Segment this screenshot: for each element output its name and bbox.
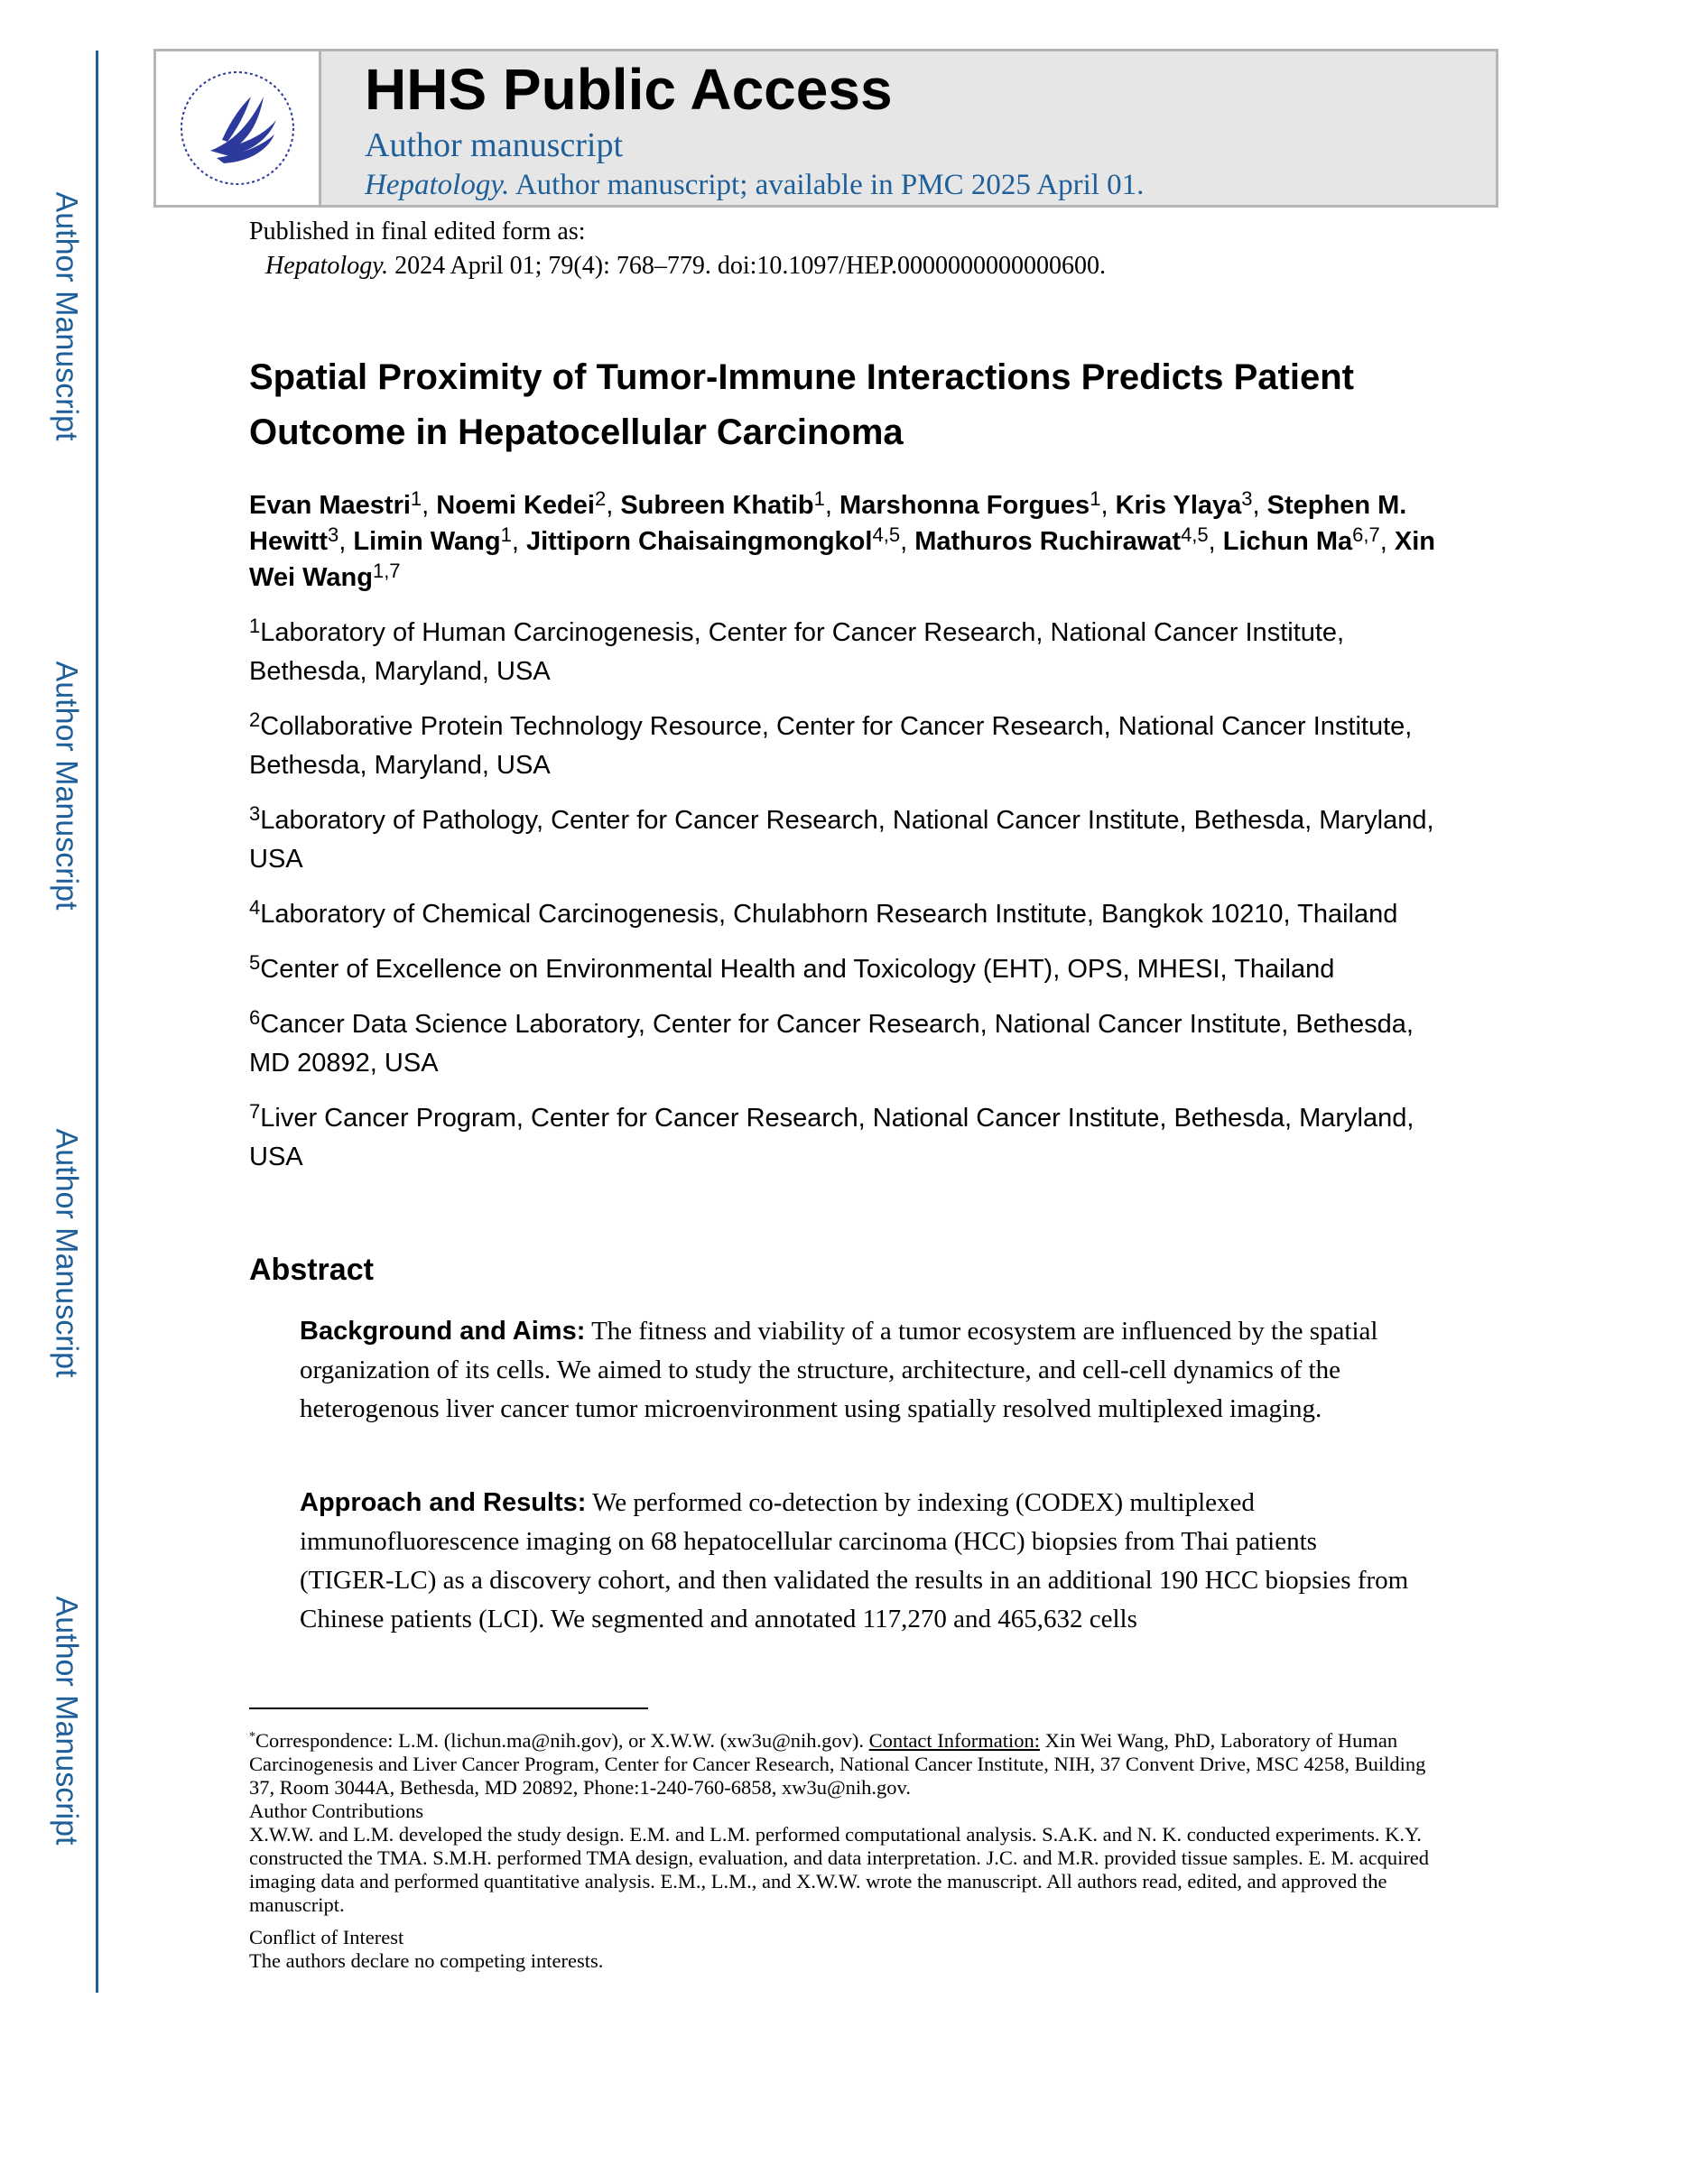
author-name: Marshonna Forgues bbox=[839, 491, 1090, 520]
banner-subtitle: Author manuscript bbox=[365, 126, 624, 164]
author-affiliation-marker: 1 bbox=[1090, 487, 1101, 510]
side-label: Author Manuscript bbox=[49, 1596, 84, 1845]
author-name: Xin Wei Wang bbox=[249, 527, 1436, 592]
author-name: Noemi Kedei bbox=[436, 491, 595, 520]
author-affiliation-marker: 4,5 bbox=[872, 523, 901, 546]
author-name: Evan Maestri bbox=[249, 491, 411, 520]
author-name: Mathuros Ruchirawat bbox=[914, 527, 1182, 556]
side-label: Author Manuscript bbox=[49, 191, 84, 440]
contributions-text: X.W.W. and L.M. developed the study design. E.M. and L.M. performed computational analysis. S.A.K. and N. K. conducted experiments. K.Y. constructed the TMA. S.M.H. performed TMA design, evaluation, and data interpretation. J.C. and M.R. provided tissue samples. E. M. acquired imaging data and performed quantitative analysis. E.M., L.M., and X.W.W. wrote the manuscript. All authors read, edited, and approved the manuscript. bbox=[249, 1823, 1430, 1916]
author-name: Subreen Khatib bbox=[620, 491, 814, 520]
hhs-banner bbox=[153, 49, 1498, 208]
contributions-heading: Author Contributions bbox=[249, 1800, 424, 1822]
author-list: Evan Maestri$^1$, Noemi Kedei$^2$, Subreen Khatib$^1$, Marshonna Forgues$^1$, Kris Ylaya$^3$, Stephen M. Hewitt$^3$, Limin Wang$^1$, Jittiporn Chaisaingmongkol$^{4,5}$, Mathuros Ruchirawat$^{4,5}$, Lichun Ma$^{6,7}$, Xin Wei Wang$^{1,7}$ bbox=[249, 487, 1436, 592]
affiliation: $^4$Laboratory of Chemical Carcinogenesis, Chulabhorn Research Institute, Bangkok 10210, Thailand bbox=[249, 896, 1398, 929]
author-name: Limin Wang bbox=[353, 527, 501, 556]
affiliation: $^5$Center of Excellence on Environmental Health and Toxicology (EHT), OPS, MHESI, Thailand bbox=[249, 951, 1335, 984]
author-affiliation-marker: 1 bbox=[410, 487, 422, 510]
affiliation: $^1$Laboratory of Human Carcinogenesis, Center for Cancer Research, National Cancer Institute, Bethesda, Maryland, USA bbox=[249, 615, 1345, 686]
author-name: Jittiporn Chaisaingmongkol bbox=[526, 527, 873, 556]
author-affiliation-marker: 1,7 bbox=[372, 560, 401, 582]
publication-info bbox=[249, 215, 1106, 283]
publication-citation: Hepatology. 2024 April 01; 79(4): 768–779. doi:10.1097/HEP.0000000000000600. bbox=[265, 252, 1106, 280]
side-label: Author Manuscript bbox=[49, 661, 84, 910]
hhs-logo bbox=[156, 51, 321, 205]
affiliation: $^7$Liver Cancer Program, Center for Cancer Research, National Cancer Institute, Bethesda, Maryland, USA bbox=[249, 1100, 1414, 1171]
affiliation-list bbox=[249, 614, 1441, 1193]
conflict-heading: Conflict of Interest bbox=[249, 1926, 404, 1948]
author-affiliation-marker: 6,7 bbox=[1352, 523, 1380, 546]
author-name: Lichun Ma bbox=[1222, 527, 1353, 556]
author-affiliation-marker: 2 bbox=[594, 487, 607, 510]
abstract-approach: Approach and Results: We performed co-detection by indexing (CODEX) multiplexed immunofluorescence imaging on 68 hepatocellular carcinoma (HCC) biopsies from Thai patients (TIGER-LC) as a discovery cohort, and then validated the results in an additional 190 HCC biopsies from Chinese patients (LCI). We segmented and annotated 117,270 and 465,632 cells bbox=[300, 1488, 1409, 1633]
correspondence-note: *Correspondence: L.M. (lichun.ma@nih.gov), or X.W.W. (xw3u@nih.gov). Contact Information: Xin Wei Wang, PhD, Laboratory of Human Carcinogenesis and Liver Cancer Program, Center for Cancer Research, National Cancer Institute, NIH, 37 Convent Drive, MSC 4258, Building 37, Room 3044A, Bethesda, MD 20892, Phone:1-240-760-6858, xw3u@nih.gov. bbox=[249, 1729, 1426, 1799]
author-affiliation-marker: 1 bbox=[500, 523, 512, 546]
abstract-heading: Abstract bbox=[249, 1253, 374, 1287]
author-affiliation-marker: 3 bbox=[328, 523, 339, 546]
footnote-rule bbox=[249, 1707, 648, 1709]
author-name: Stephen M. Hewitt bbox=[249, 491, 1407, 556]
side-rule bbox=[96, 51, 98, 1993]
banner-title: HHS Public Access bbox=[365, 57, 893, 122]
hhs-eagle-icon bbox=[170, 60, 305, 196]
article-title: Spatial Proximity of Tumor-Immune Interactions Predicts Patient Outcome in Hepatocellular Carcinoma bbox=[249, 357, 1354, 452]
affiliation: $^3$Laboratory of Pathology, Center for Cancer Research, National Cancer Institute, Bethesda, Maryland, USA bbox=[249, 802, 1434, 874]
author-affiliation-marker: 3 bbox=[1241, 487, 1253, 510]
affiliation: $^2$Collaborative Protein Technology Resource, Center for Cancer Research, National Cancer Institute, Bethesda, Maryland, USA bbox=[249, 708, 1413, 780]
side-label: Author Manuscript bbox=[49, 1128, 84, 1377]
author-affiliation-marker: 1 bbox=[813, 487, 825, 510]
banner-availability: Hepatology. Author manuscript; available in PMC 2025 April 01. bbox=[365, 169, 1145, 201]
author-name: Kris Ylaya bbox=[1115, 491, 1242, 520]
affiliation: $^6$Cancer Data Science Laboratory, Center for Cancer Research, National Cancer Institute, Bethesda, MD 20892, USA bbox=[249, 1006, 1414, 1078]
author-affiliation-marker: 4,5 bbox=[1181, 523, 1209, 546]
abstract-background: Background and Aims: The fitness and viability of a tumor ecosystem are influenced by the spatial organization of its cells. We aimed to study the structure, architecture, and cell-cell dynamics of the heterogenous liver cancer tumor microenvironment using spatially resolved multiplexed imaging. bbox=[300, 1317, 1378, 1423]
conflict-text: The authors declare no competing interests. bbox=[249, 1949, 604, 1972]
footnotes bbox=[249, 1729, 1450, 1973]
publication-label: Published in final edited form as: bbox=[249, 217, 586, 245]
